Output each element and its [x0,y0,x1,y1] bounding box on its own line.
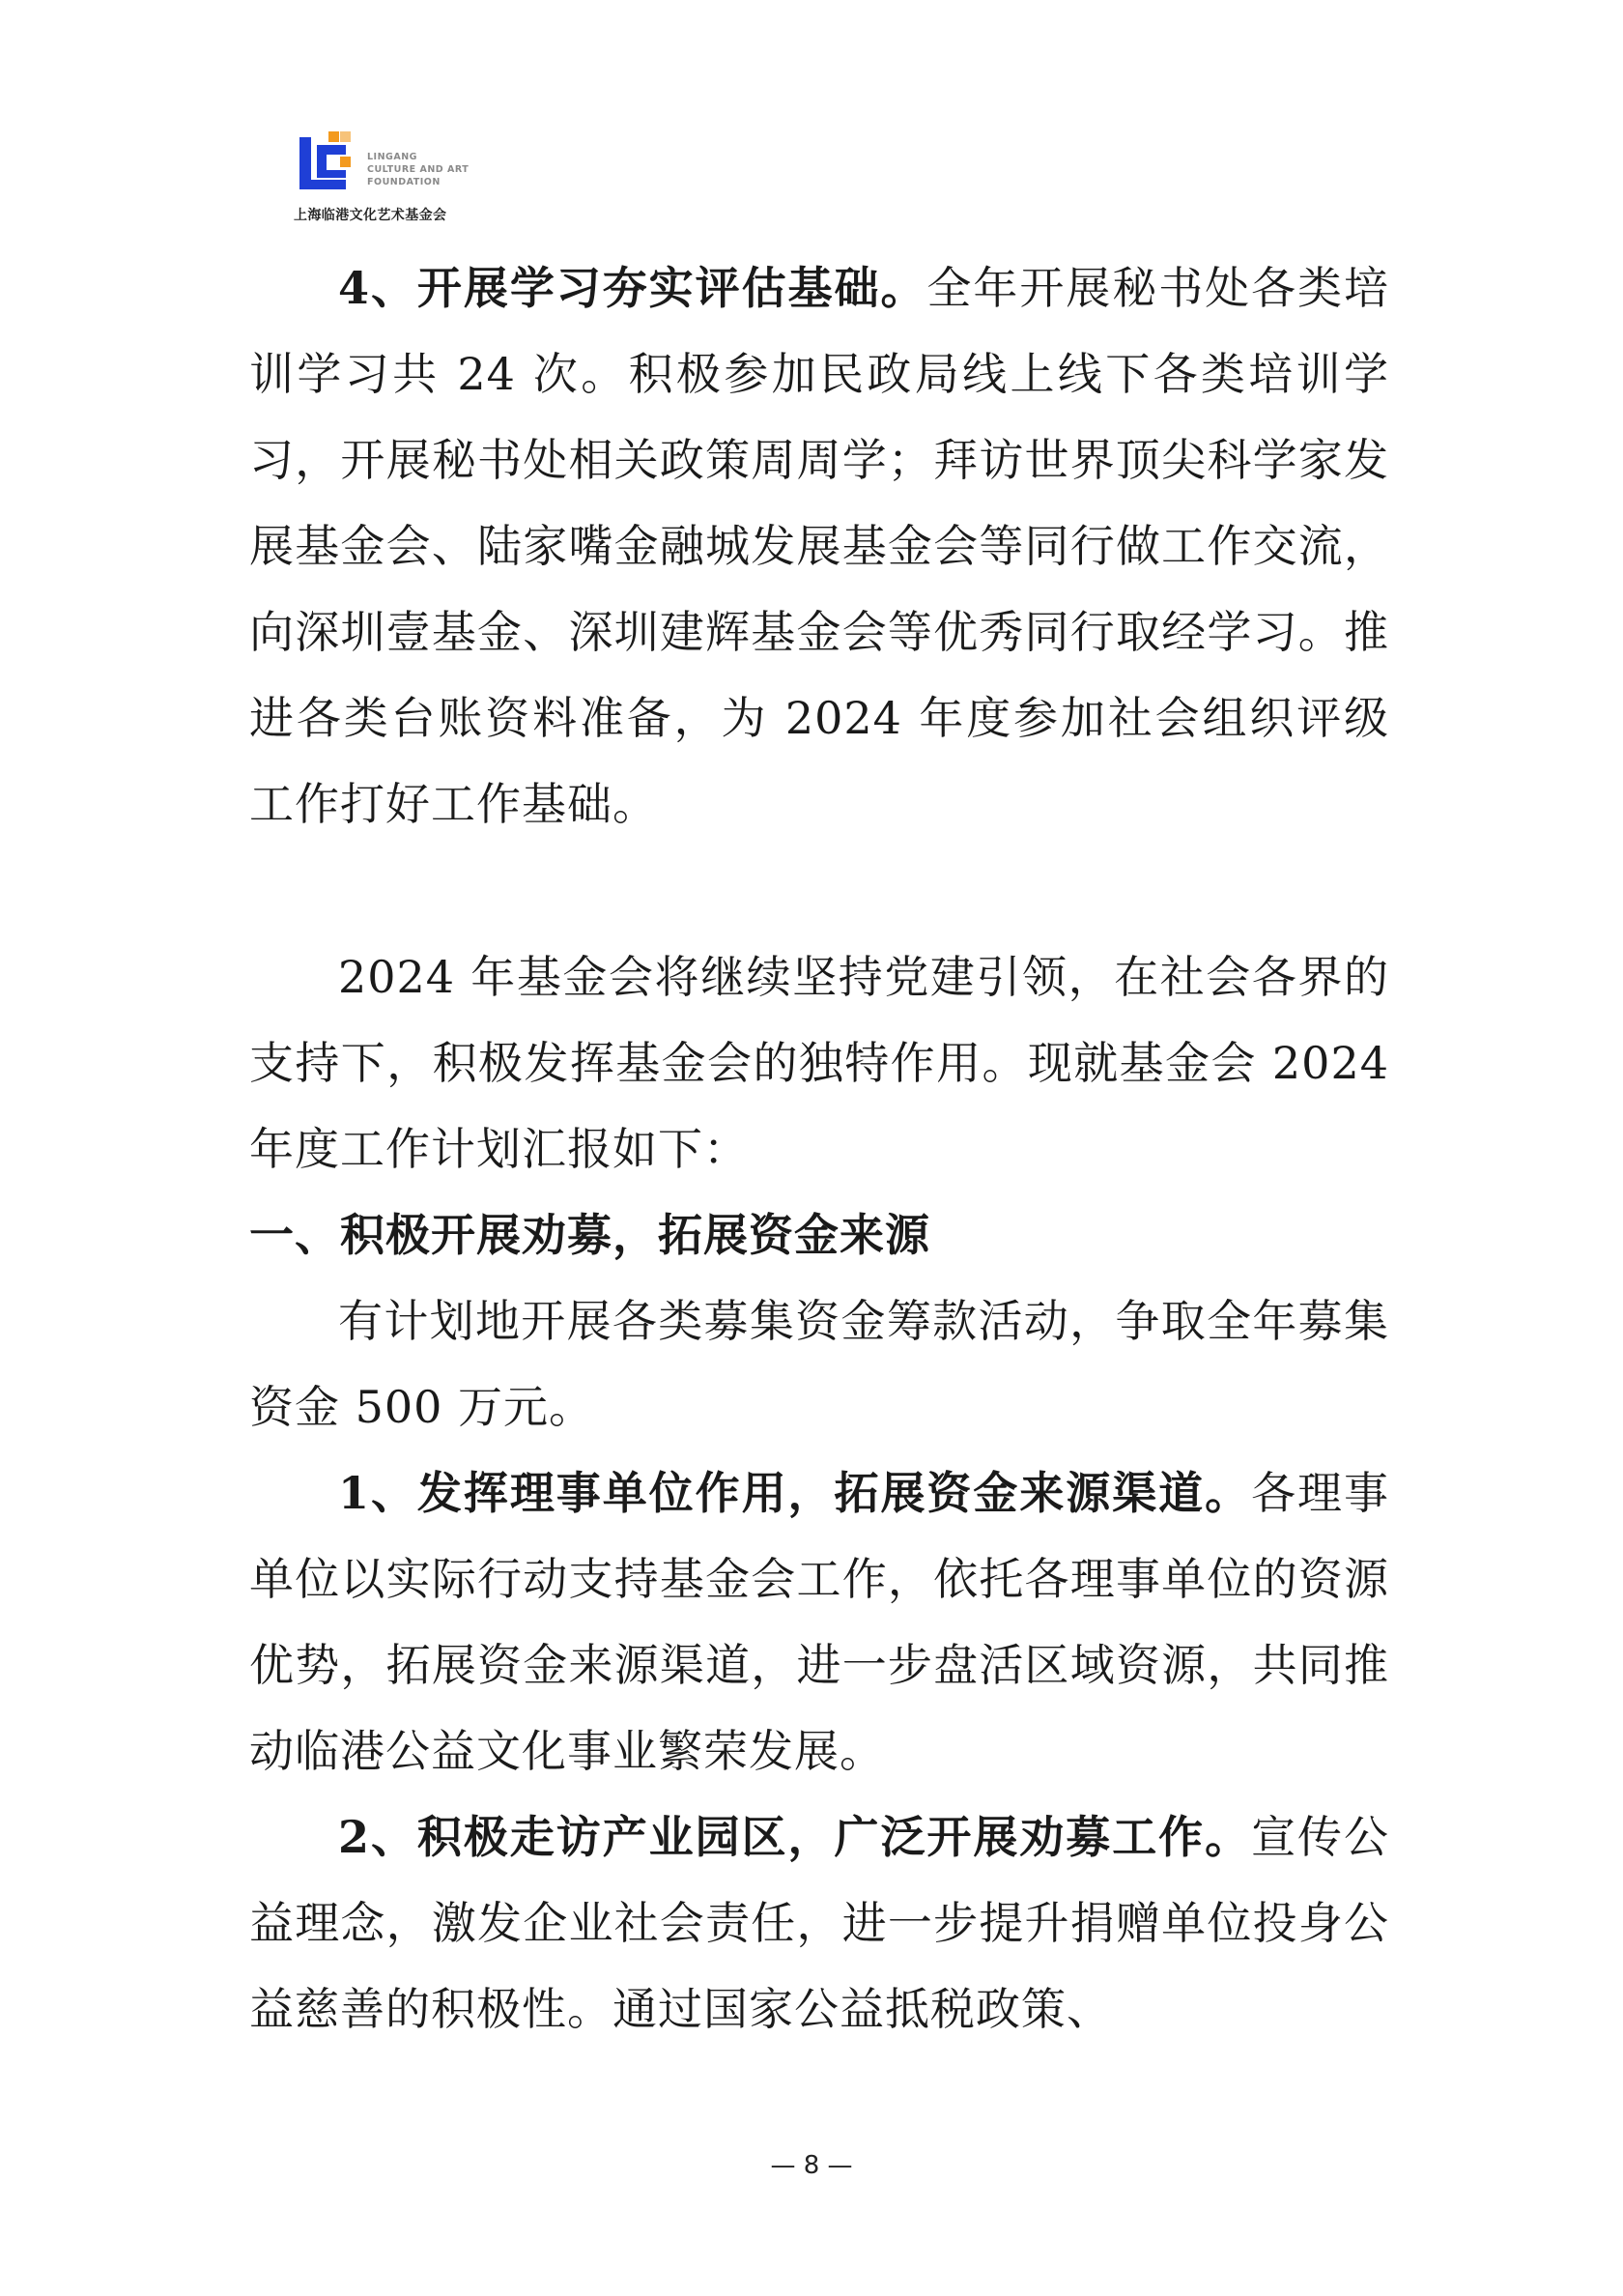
logo-en-line3: FOUNDATION [367,177,441,187]
logo-en-line1: LINGANG [367,152,417,162]
section-heading-fundraising: 一、积极开展劝募，拓展资金来源 [249,1209,930,1261]
paragraph-fundraising-target: 有计划地开展各类募集资金筹款活动，争取全年募集资金 500 万元。 [249,1295,1389,1433]
paragraph-lead-bold: 2、积极走访产业园区，广泛开展劝募工作。 [338,1811,1252,1863]
paragraph-text: 全年开展秘书处各类培训学习共 24 次。积极参加民政局线上线下各类培训学习，开展秘书处相关政策周周学；拜访世界顶尖科学家发展基金会、陆家嘴金融城发展基金会等同行做工作交流，向深圳壹基金、深圳建辉基金会等优秀同行取经学习。推进各类台账资料准备，为 2024 年度参加社会组织评级工作打好工作基础。 [249,262,1390,830]
logo-english-name [367,151,469,188]
paragraph-2024-plan-intro: 2024 年基金会将继续坚持党建引领，在社会各界的支持下，积极发挥基金会的独特作用。现就基金会 2024 年度工作计划汇报如下： [249,951,1389,1175]
paragraph-lead-bold: 4、开展学习夯实评估基础。 [338,262,927,314]
paragraph-spacer [249,847,1389,934]
paragraph-text: 宣传公益理念，激发企业社会责任，进一步提升捐赠单位投身公益慈善的积极性。通过国家公益抵税政策、 [249,1811,1390,2035]
paragraph-lead-bold: 1、发挥理事单位作用，拓展资金来源渠道。 [338,1467,1252,1519]
paragraph-industrial-parks [249,1794,1389,2052]
page-number: — 8 — [770,2151,853,2180]
document-body [249,245,1389,2052]
paragraph-text: 各理事单位以实际行动支持基金会工作，依托各理事单位的资源优势，拓展资金来源渠道，进一步盘活区域资源，共同推动临港公益文化事业繁荣发展。 [249,1467,1390,1777]
logo-en-line2: CULTURE AND ART [367,164,470,175]
logo-chinese-name: 上海临港文化艺术基金会 [294,208,447,223]
paragraph-study-assessment [249,245,1389,847]
paragraph-council-units [249,1450,1389,1794]
header [286,126,576,232]
lingang-logo-icon [296,131,354,191]
